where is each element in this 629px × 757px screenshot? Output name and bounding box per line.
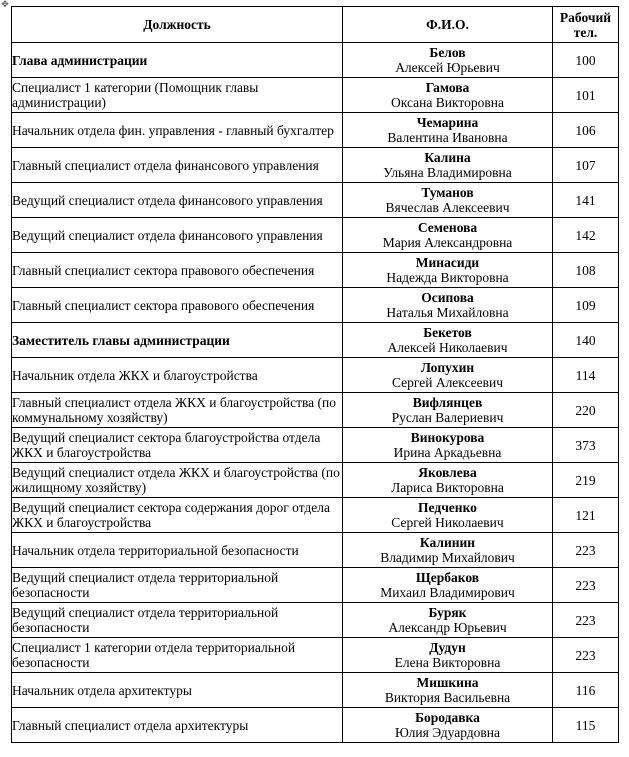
position-cell: Начальник отдела ЖКХ и благоустройства [12,358,343,393]
position-cell: Главный специалист сектора правового обеспечения [12,253,343,288]
surname: Бородавка [415,710,480,725]
given-names: Руслан Валериевич [391,410,504,425]
surname: Вифлянцев [412,395,483,410]
given-names: Сергей Алексеевич [391,375,504,390]
given-names: Алексей Николаевич [387,340,508,355]
work-phone-cell: 108 [553,253,619,288]
work-phone-cell: 223 [553,568,619,603]
full-name-cell [343,358,553,393]
full-name-cell [343,603,553,638]
table-row [12,323,619,358]
position-cell: Глава администрации [12,43,343,78]
surname: Гамова [425,80,470,95]
full-name-cell [343,708,553,743]
position-cell: Начальник отдела архитектуры [12,673,343,708]
full-name-cell [343,43,553,78]
work-phone-cell: 141 [553,183,619,218]
position-cell: Главный специалист отдела архитектуры [12,708,343,743]
table-header-row [12,7,619,43]
table-row [12,148,619,183]
header-full-name: Ф.И.О. [343,7,553,43]
work-phone-cell: 109 [553,288,619,323]
work-phone-cell: 140 [553,323,619,358]
table-row [12,113,619,148]
staff-phone-table [11,6,619,743]
surname: Туманов [421,185,474,200]
work-phone-cell: 142 [553,218,619,253]
full-name-cell [343,78,553,113]
given-names: Алексей Юрьевич [395,60,500,75]
position-cell: Главный специалист сектора правового обеспечения [12,288,343,323]
work-phone-cell: 219 [553,463,619,498]
work-phone-cell: 223 [553,603,619,638]
work-phone-cell: 223 [553,638,619,673]
work-phone-cell: 223 [553,533,619,568]
given-names: Наталья Михайловна [386,305,509,320]
position-cell: Начальник отдела фин. управления - главный бухгалтер [12,113,343,148]
table-row [12,708,619,743]
table-row [12,183,619,218]
surname: Калина [424,150,471,165]
table-row [12,253,619,288]
position-cell: Специалист 1 категории отдела территориальной безопасности [12,638,343,673]
position-cell: Специалист 1 категории (Помощник главы администрации) [12,78,343,113]
given-names: Лариса Викторовна [391,480,504,495]
position-cell: Ведущий специалист сектора благоустройства отдела ЖКХ и благоустройства [12,428,343,463]
work-phone-cell: 373 [553,428,619,463]
table-row [12,463,619,498]
given-names: Валентина Ивановна [387,130,508,145]
position-cell: Главный специалист отдела ЖКХ и благоустройства (по коммунальному хозяйству) [12,393,343,428]
table-row [12,638,619,673]
given-names: Надежда Викторовна [386,270,509,285]
surname: Педченко [418,500,477,515]
work-phone-cell: 116 [553,673,619,708]
full-name-cell [343,638,553,673]
work-phone-cell: 114 [553,358,619,393]
full-name-cell [343,393,553,428]
surname: Щербаков [415,570,480,585]
table-row [12,568,619,603]
full-name-cell [343,253,553,288]
surname: Буряк [428,605,467,620]
surname: Семенова [417,220,478,235]
header-work-phone: Рабочий тел. [553,7,619,43]
position-cell: Ведущий специалист отдела финансового управления [12,183,343,218]
full-name-cell [343,498,553,533]
surname: Бекетов [423,325,472,340]
position-cell: Ведущий специалист сектора содержания дорог отдела ЖКХ и благоустройства [12,498,343,533]
surname: Чемарина [416,115,479,130]
given-names: Владимир Михайлович [380,550,515,565]
work-phone-cell: 115 [553,708,619,743]
full-name-cell [343,673,553,708]
given-names: Сергей Николаевич [391,515,504,530]
table-row [12,218,619,253]
given-names: Михаил Владимирович [380,585,515,600]
table-row [12,78,619,113]
table-move-handle-icon[interactable]: ✥ [1,0,9,9]
full-name-cell [343,463,553,498]
position-cell: Главный специалист отдела финансового управления [12,148,343,183]
full-name-cell [343,113,553,148]
work-phone-cell: 220 [553,393,619,428]
given-names: Ирина Аркадьевна [393,445,502,460]
surname: Минасиди [415,255,480,270]
work-phone-cell: 100 [553,43,619,78]
table-row [12,673,619,708]
table-row [12,498,619,533]
full-name-cell [343,568,553,603]
position-cell: Ведущий специалист отдела финансового управления [12,218,343,253]
given-names: Оксана Викторовна [391,95,504,110]
table-row [12,533,619,568]
given-names: Юлия Эдуардовна [394,725,501,740]
table-row [12,358,619,393]
full-name-cell [343,533,553,568]
given-names: Елена Викторовна [394,655,501,670]
surname: Винокурова [410,430,485,445]
position-cell: Начальник отдела территориальной безопасности [12,533,343,568]
full-name-cell [343,183,553,218]
table-row [12,428,619,463]
position-cell: Заместитель главы администрации [12,323,343,358]
table-row [12,393,619,428]
table-row [12,288,619,323]
surname: Мишкина [416,675,479,690]
surname: Калинин [419,535,476,550]
given-names: Вячеслав Алексеевич [385,200,510,215]
surname: Лопухин [420,360,475,375]
table-row [12,43,619,78]
header-position: Должность [12,7,343,43]
surname: Осипова [421,290,474,305]
work-phone-cell: 107 [553,148,619,183]
given-names: Мария Александровна [382,235,513,250]
given-names: Ульяна Владимировна [383,165,512,180]
table-row [12,603,619,638]
position-cell: Ведущий специалист отдела ЖКХ и благоустройства (по жилищному хозяйству) [12,463,343,498]
full-name-cell [343,323,553,358]
full-name-cell [343,428,553,463]
full-name-cell [343,148,553,183]
full-name-cell [343,218,553,253]
full-name-cell [343,288,553,323]
work-phone-cell: 101 [553,78,619,113]
table-body [12,43,619,743]
work-phone-cell: 121 [553,498,619,533]
surname: Яковлева [418,465,477,480]
given-names: Виктория Васильевна [384,690,511,705]
surname: Белов [429,45,466,60]
position-cell: Ведущий специалист отдела территориальной безопасности [12,603,343,638]
work-phone-cell: 106 [553,113,619,148]
position-cell: Ведущий специалист отдела территориальной безопасности [12,568,343,603]
given-names: Александр Юрьевич [388,620,507,635]
surname: Дудун [429,640,466,655]
